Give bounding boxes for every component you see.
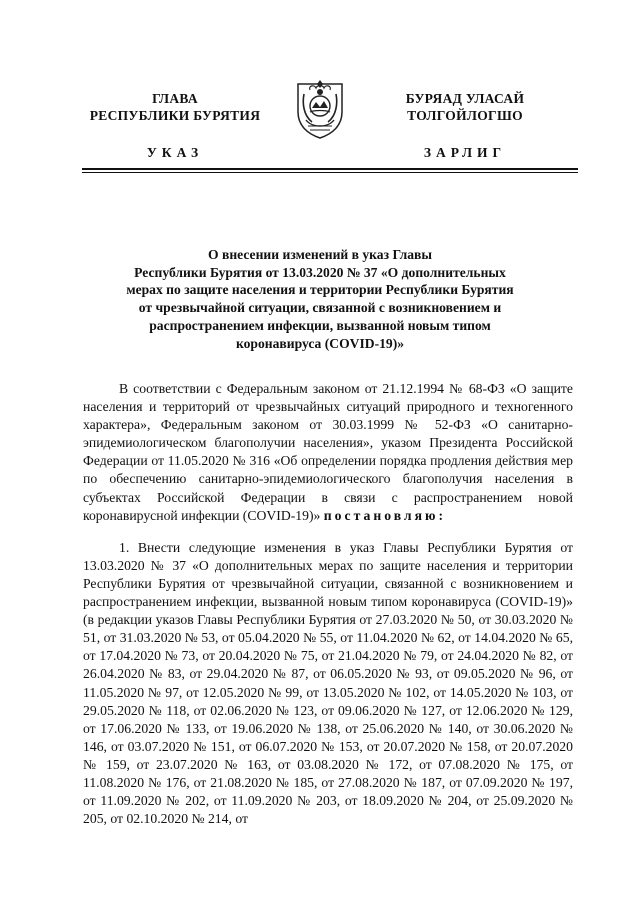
title-line: мерах по защите населения и территории Республики Бурятия (126, 282, 514, 298)
title-line: Республики Бурятия от 13.03.2020 № 37 «О дополнительных (134, 264, 506, 280)
title-line: О внесении изменений в указ Главы (208, 247, 432, 262)
doc-type-ru: УКАЗ (146, 145, 204, 160)
header-left-line2: РЕСПУБЛИКИ БУРЯТИЯ (89, 108, 261, 123)
preamble-paragraph (83, 380, 573, 525)
title-line: от чрезвычайной ситуации, связанной с возникновением и (138, 300, 502, 316)
doc-type-bua: ЗАРЛИГ (423, 145, 507, 160)
coat-of-arms-icon (292, 76, 348, 140)
header-rule-thin (82, 172, 578, 173)
document-body (83, 380, 573, 828)
header-right (365, 90, 565, 124)
document-title (90, 246, 550, 352)
decree-word: постановляю: (323, 507, 447, 523)
header-right-line2: ТОЛГОЙЛОГШО (407, 108, 523, 123)
preamble-text: В соответствии с Федеральным законом от 21.12.1994 № 68-ФЗ «О защите населения и территорий от чрезвычайных ситуаций природного и техногенного характера», Федеральным законом от 30.03.1999 № 52-ФЗ «О санитарно-эпидемиологическом благополучии населения», указом Президента Российской Федерации от 11.05.2020 № 316 «Об определении порядка продления действия мер по обеспечению санитарно-эпидемиологического благополучия населения в субъектах Российской Федерации в связи с распространением новой коронавирусной инфекции (COVID-19)» (83, 381, 573, 523)
item-1-paragraph: 1. Внести следующие изменения в указ Главы Республики Бурятия от 13.03.2020 № 37 «О дополнительных мерах по защите населения и территории Республики Бурятия от чрезвычайной ситуации, связанной с возникновением и распространением инфекции, вызванной новым типом коронавируса (COVID-19)» (в редакции указов Главы Республики Бурятия от 27.03.2020 № 50, от 30.03.2020 № 51, от 31.03.2020 № 53, от 05.04.2020 № 55, от 11.04.2020 № 62, от 14.04.2020 № 65, от 17.04.2020 № 73, от 20.04.2020 № 75, от 21.04.2020 № 79, от 24.04.2020 № 82, от 26.04.2020 № 83, от 29.04.2020 № 87, от 06.05.2020 № 93, от 09.05.2020 № 96, от 11.05.2020 № 97, от 12.05.2020 № 99, от 13.05.2020 № 102, от 14.05.2020 № 103, от 29.05.2020 № 118, от 02.06.2020 № 123, от 09.06.2020 № 127, от 12.06.2020 № 129, от 17.06.2020 № 133, от 19.06.2020 № 138, от 25.06.2020 № 140, от 30.06.2020 № 146, от 03.07.2020 № 151, от 06.07.2020 № 153, от 20.07.2020 № 158, от 20.07.2020 № 159, от 23.07.2020 № 163, от 03.08.2020 № 172, от 07.08.2020 № 175, от 11.08.2020 № 176, от 21.08.2020 № 185, от 27.08.2020 № 187, от 07.09.2020 № 197, от 11.09.2020 № 202, от 11.09.2020 № 203, от 18.09.2020 № 204, от 25.09.2020 № 205, от 02.10.2020 № 214, от (83, 539, 573, 827)
title-line: распространением инфекции, вызванной новым типом (149, 317, 491, 333)
header-left (75, 90, 275, 124)
header-rule-thick (82, 168, 578, 170)
title-line: коронавируса (COVID-19)» (235, 335, 405, 351)
header-right-line1: БУРЯАД УЛАСАЙ (405, 91, 525, 106)
header-left-line1: ГЛАВА (152, 91, 198, 106)
